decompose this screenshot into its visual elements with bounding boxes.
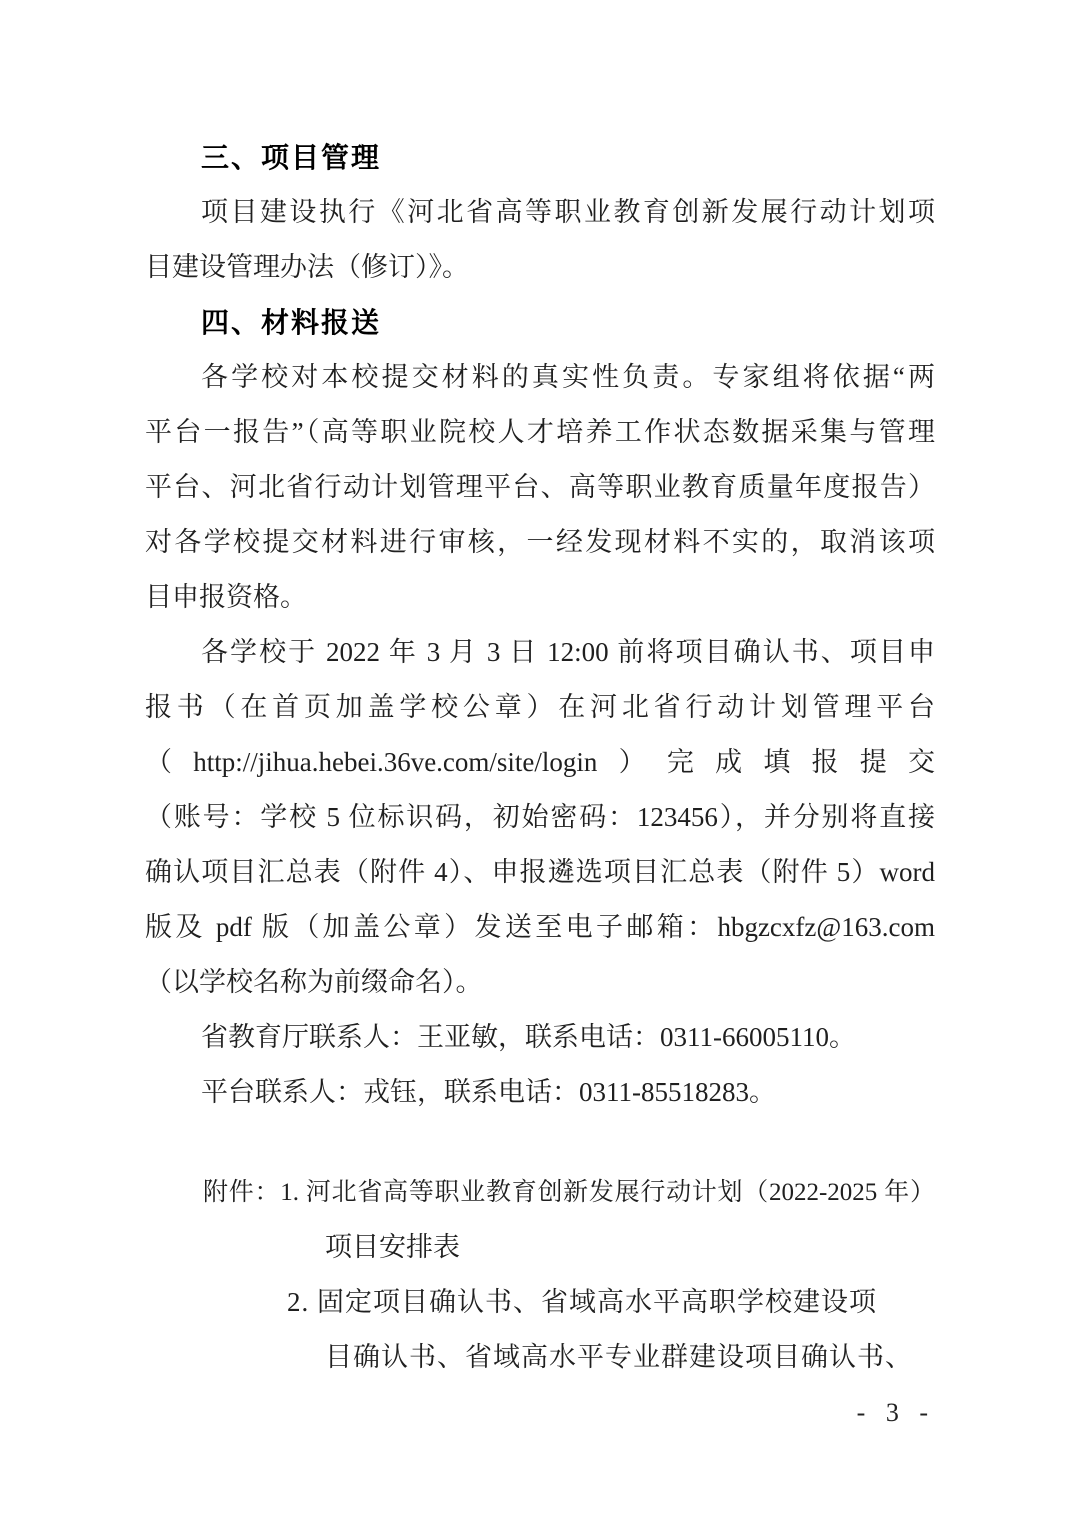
text-line: 目申报资格。 (145, 582, 307, 612)
text-line: （账号：学校 5 位标识码，初始密码：123456），并分别将直接 (145, 802, 935, 832)
section-heading-3: 三、项目管理 (201, 142, 382, 173)
text-line: 目建设管理办法（修订）》。 (145, 252, 469, 282)
attachment-item-2-line-2: 目确认书、省域高水平专业群建设项目确认书、 (325, 1342, 913, 1372)
page-number: - 3 - (856, 1398, 935, 1427)
text-line-url: （http://jihua.hebei.36ve.com/site/login）完成填报提交 (145, 747, 935, 777)
document-body (145, 130, 935, 1385)
attachment-item-2-line-1: 2. 固定项目确认书、省域高水平高职学校建设项 (287, 1287, 877, 1317)
attachment-item-1-line-1 (145, 1165, 935, 1220)
text-line: 确认项目汇总表（附件 4）、申报遴选项目汇总表（附件 5）word (145, 857, 935, 887)
text-line: 各学校对本校提交材料的真实性负责。专家组将依据“两 (201, 362, 935, 392)
attachments-label: 附件： (203, 1179, 281, 1206)
text-line: 各学校于 2022 年 3 月 3 日 12:00 前将项目确认书、项目申 (201, 637, 935, 667)
text-line: （以学校名称为前缀命名）。 (145, 967, 483, 997)
attachments-block (145, 1165, 935, 1385)
text-line-email: 版及 pdf 版（加盖公章）发送至电子邮箱：hbgzcxfz@163.com (145, 912, 935, 942)
text-line: 报书（在首页加盖学校公章）在河北省行动计划管理平台 (145, 692, 935, 722)
attachment-item-1-line-2: 项目安排表 (325, 1232, 460, 1262)
section-heading-4: 四、材料报送 (201, 307, 382, 338)
contact-line-platform: 平台联系人：戎钰，联系电话：0311-85518283。 (201, 1077, 776, 1107)
contact-line-education-dept: 省教育厅联系人：王亚敏，联系电话：0311-66005110。 (201, 1022, 856, 1052)
text-line: 对各学校提交材料进行审核，一经发现材料不实的，取消该项 (145, 527, 935, 557)
text-line: 平台、河北省行动计划管理平台、高等职业教育质量年度报告） (145, 472, 935, 502)
attachment-item-1-text: 1. 河北省高等职业教育创新发展行动计划（2022-2025 年） (280, 1179, 935, 1206)
text-line: 平台一报告”（高等职业院校人才培养工作状态数据采集与管理 (145, 417, 935, 447)
text-line: 项目建设执行《河北省高等职业教育创新发展行动计划项 (201, 197, 935, 227)
